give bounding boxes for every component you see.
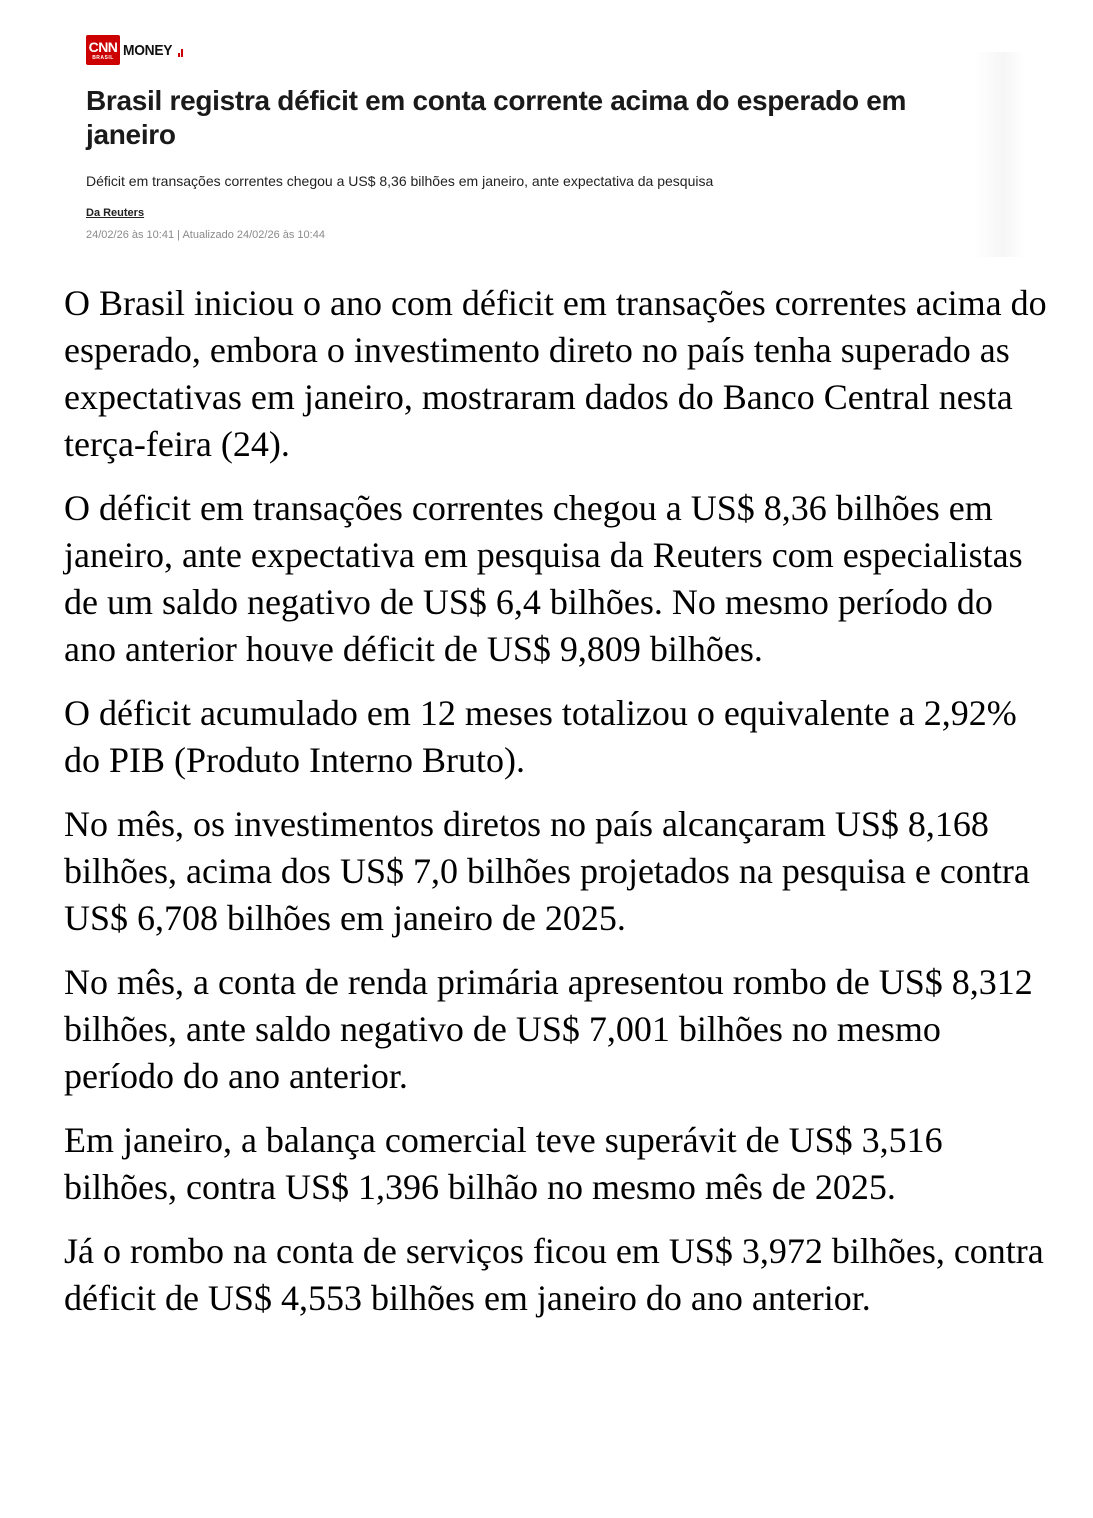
cnn-logo-text: CNN: [88, 38, 118, 55]
cnn-money-brand[interactable]: [86, 35, 185, 65]
article-paragraph: O déficit em transações correntes chegou a US$ 8,36 bilhões em janeiro, ante expectativa em pesquisa da Reuters com especialistas de um saldo negativo de US$ 6,4 bilhões. No mesmo período do ano anterior houve déficit de US$ 9,809 bilhões.: [64, 488, 1023, 669]
article-paragraph: Já o rombo na conta de serviços ficou em US$ 3,972 bilhões, contra déficit de US$ 4,553 bilhões em janeiro do ano anterior.: [64, 1231, 1044, 1318]
cnn-brasil-logo: [86, 35, 120, 65]
article-paragraph: No mês, a conta de renda primária apresentou rombo de US$ 8,312 bilhões, ante saldo negativo de US$ 7,001 bilhões no mesmo período do ano anterior.: [64, 962, 1033, 1096]
article-subtitle: Déficit em transações correntes chegou a US$ 8,36 bilhões em janeiro, ante expectativa da pesquisa: [86, 173, 714, 189]
money-section-label: MONEY: [123, 41, 173, 59]
faded-edge-decoration: [974, 52, 1024, 257]
byline-link[interactable]: Da Reuters: [86, 207, 145, 219]
cnn-logo-subtext: BRASIL: [92, 54, 114, 61]
bar-chart-icon: [178, 49, 185, 57]
article-body: [64, 280, 1049, 1339]
article-screenshot-card: [64, 22, 1024, 262]
article-paragraph: Em janeiro, a balança comercial teve superávit de US$ 3,516 bilhões, contra US$ 1,396 bilhão no mesmo mês de 2025.: [64, 1120, 943, 1207]
article-headline: Brasil registra déficit em conta corrente acima do esperado em janeiro: [86, 85, 907, 150]
article-paragraph: O déficit acumulado em 12 meses totalizou o equivalente a 2,92% do PIB (Produto Interno Bruto).: [64, 693, 1017, 780]
article-paragraph: No mês, os investimentos diretos no país alcançaram US$ 8,168 bilhões, acima dos US$ 7,0 bilhões projetados na pesquisa e contra US$ 6,708 bilhões em janeiro de 2025.: [64, 804, 1030, 938]
publish-dateline: 24/02/26 às 10:41 | Atualizado 24/02/26 às 10:44: [86, 229, 325, 241]
article-paragraph: O Brasil iniciou o ano com déficit em transações correntes acima do esperado, embora o investimento direto no país tenha superado as expectativas em janeiro, mostraram dados do Banco Central nesta terça-feira (24).: [64, 283, 1047, 464]
